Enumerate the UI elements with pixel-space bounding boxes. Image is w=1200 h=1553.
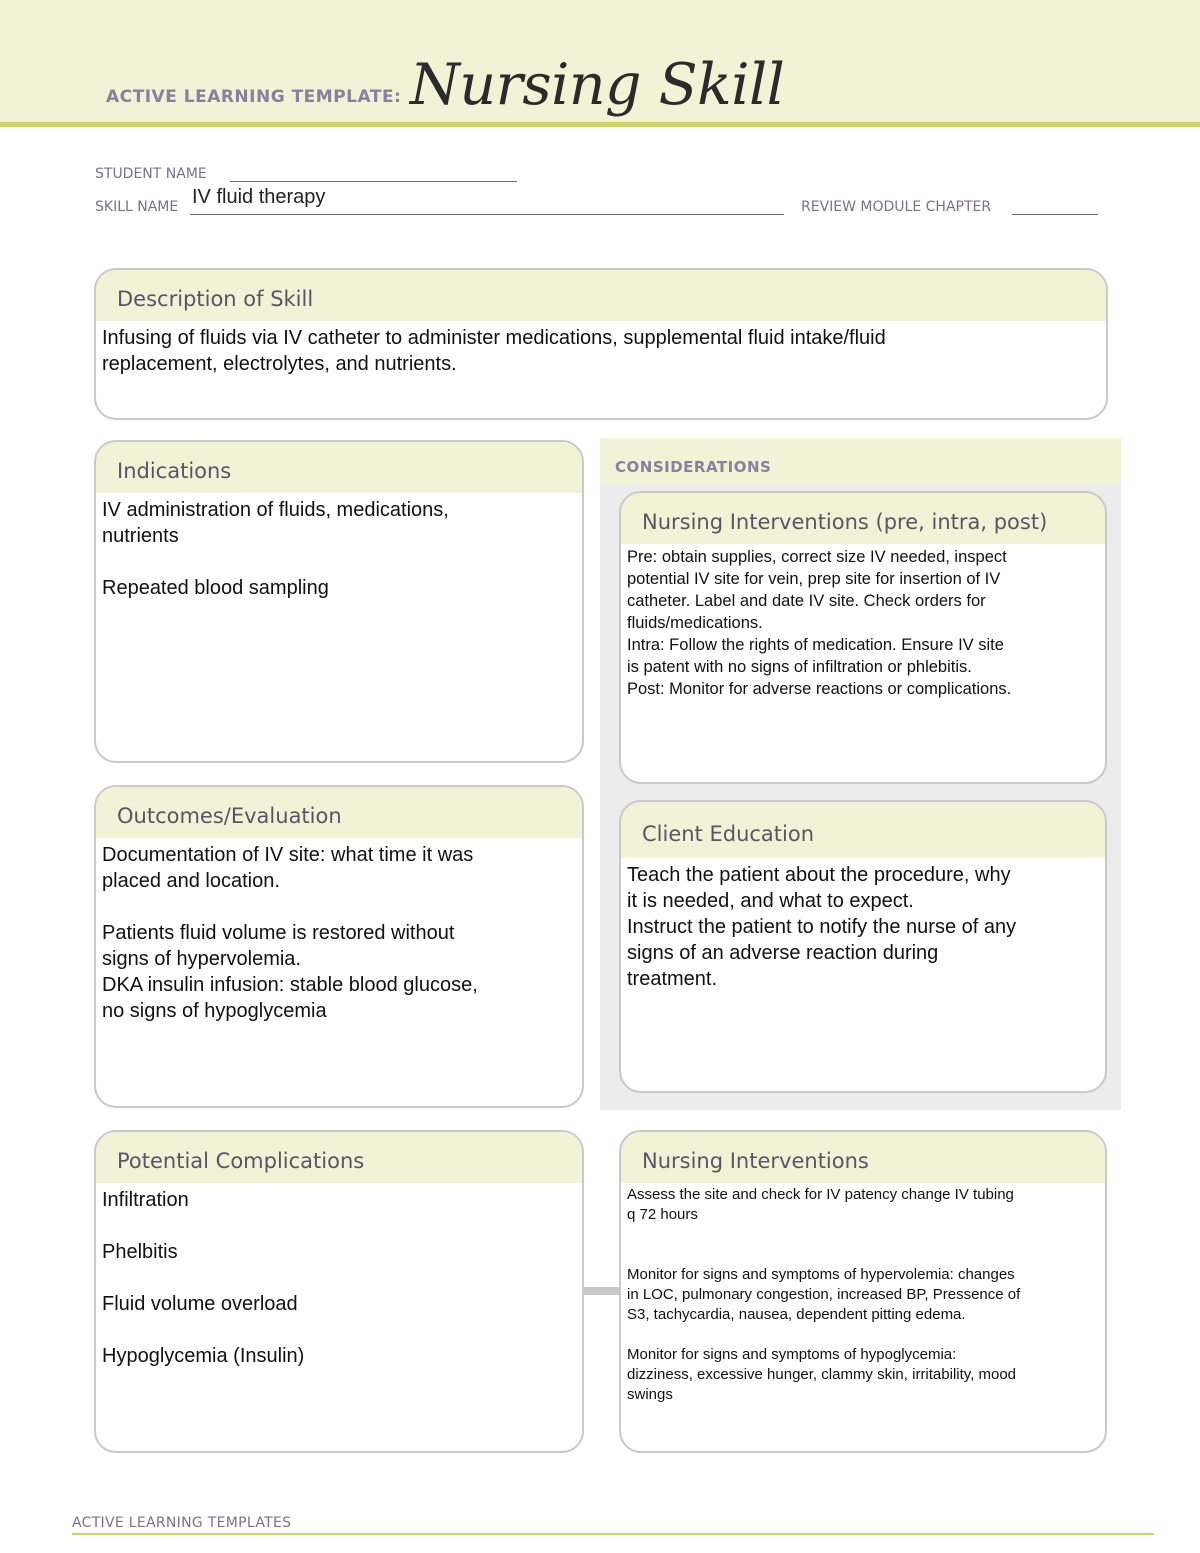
description-heading: Description of Skill — [96, 270, 1106, 321]
complications-box — [94, 1130, 584, 1453]
skill-name-label: SKILL NAME — [95, 199, 179, 215]
indications-heading: Indications — [96, 442, 582, 493]
nursing-interventions-pre-text[interactable]: Pre: obtain supplies, correct size IV needed, inspect potential IV site for vein, prep site for insertion of IV catheter. Label and date IV site. Check orders for fluids/medications. Intra: Follow the rights of medication. Ensure IV site is patent with no signs of infiltration or phlebitis. Post: Monitor for adverse reactions or complications. — [627, 548, 1012, 698]
review-module-label: REVIEW MODULE CHAPTER — [801, 199, 992, 215]
description-text[interactable]: Infusing of fluids via IV catheter to administer medications, supplemental fluid intake/fluid replacement, electrolytes, and nutrients. — [102, 327, 886, 375]
nursing-interventions-pre-heading: Nursing Interventions (pre, intra, post) — [621, 493, 1105, 544]
complications-heading: Potential Complications — [96, 1132, 582, 1183]
nursing-interventions-box — [619, 1130, 1107, 1453]
indications-text[interactable]: IV administration of fluids, medications, nutrients Repeated blood sampling — [102, 499, 449, 599]
connector-bar — [582, 1287, 622, 1295]
header-rule — [0, 122, 1200, 127]
student-name-label: STUDENT NAME — [95, 166, 207, 182]
outcomes-text[interactable]: Documentation of IV site: what time it was placed and location. Patients fluid volume is restored without signs of hypervolemia. DKA insulin infusion: stable blood glucose, no signs of hypoglycemia — [102, 844, 478, 1022]
considerations-label: CONSIDERATIONS — [615, 458, 772, 476]
description-box — [94, 268, 1108, 420]
client-education-box — [619, 800, 1107, 1093]
outcomes-heading: Outcomes/Evaluation — [96, 787, 582, 838]
template-label: ACTIVE LEARNING TEMPLATE: — [106, 87, 402, 107]
client-education-text[interactable]: Teach the patient about the procedure, why it is needed, and what to expect. Instruct the patient to notify the nurse of any signs of an adverse reaction during treatment. — [627, 864, 1017, 990]
footer-label: ACTIVE LEARNING TEMPLATES — [72, 1515, 292, 1531]
template-title: Nursing Skill — [410, 52, 785, 118]
indications-box — [94, 440, 584, 763]
student-name-field[interactable] — [230, 181, 517, 182]
nursing-interventions-pre-box — [619, 491, 1107, 784]
skill-name-field[interactable] — [190, 214, 784, 215]
footer-rule — [72, 1533, 1154, 1535]
review-module-field[interactable] — [1012, 214, 1098, 215]
outcomes-box — [94, 785, 584, 1108]
nursing-interventions-heading: Nursing Interventions — [621, 1132, 1105, 1183]
client-education-heading: Client Education — [621, 802, 1105, 858]
complications-text[interactable]: Infiltration Phelbitis Fluid volume overload Hypoglycemia (Insulin) — [102, 1189, 305, 1367]
nursing-interventions-text[interactable]: Assess the site and check for IV patency change IV tubing q 72 hours Monitor for signs and symptoms of hypervolemia: changes in LOC, pulmonary congestion, increased BP, Pressence of S3, tachycardia, nausea, dependent pitting edema. Monitor for signs and symptoms of hypoglycemia: dizziness, excessive hunger, clammy skin, irritability, mood swings — [627, 1186, 1021, 1403]
skill-name-value: IV fluid therapy — [192, 186, 326, 208]
